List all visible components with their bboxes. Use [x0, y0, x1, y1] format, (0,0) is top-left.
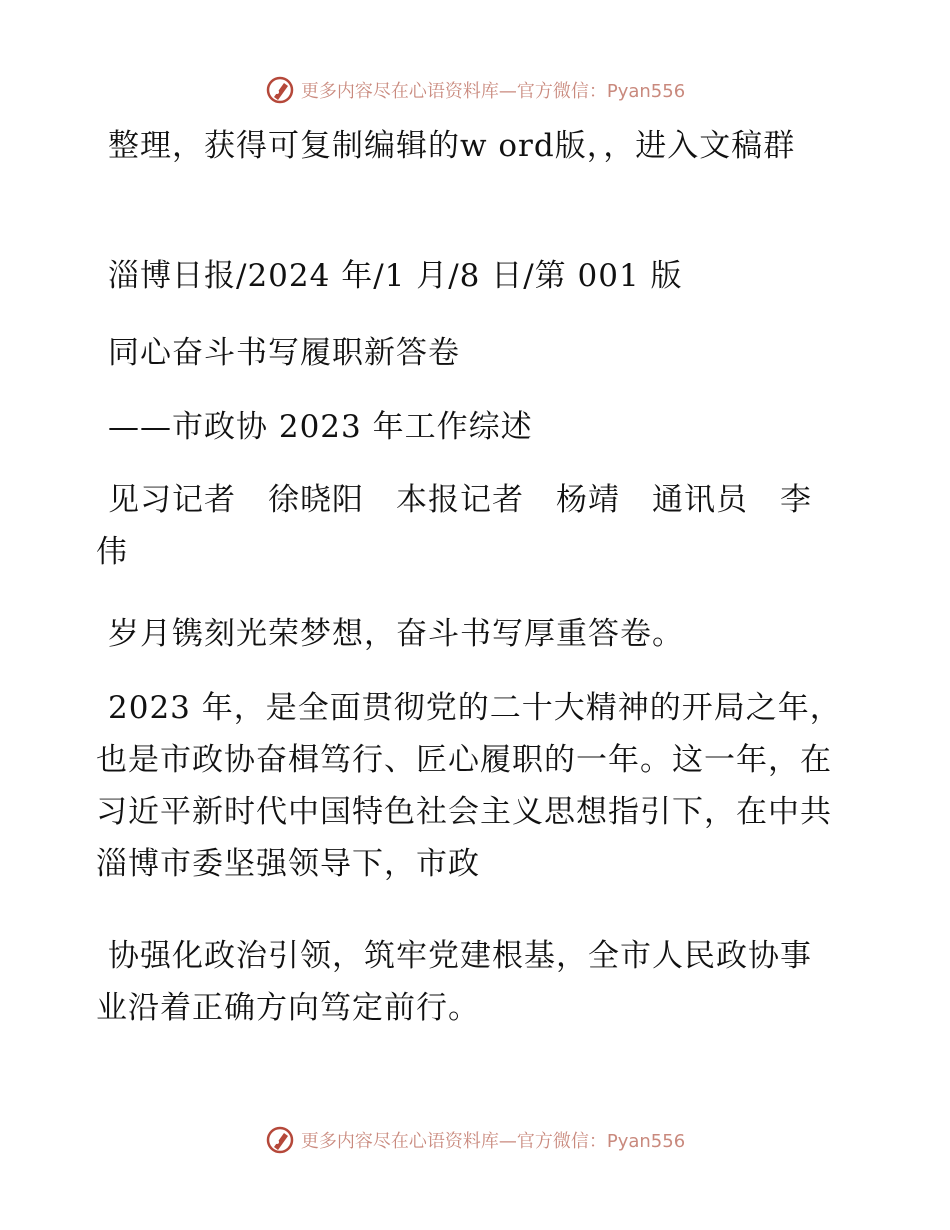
pen-nib-logo-icon [265, 1125, 295, 1155]
note-line: 整理，获得可复制编辑的w ord版，，进入文稿群 [108, 128, 796, 164]
source-line: 淄博日报/2024 年/1 月/8 日/第 001 版 [108, 258, 683, 294]
header-watermark [0, 70, 950, 110]
paragraph-3: 协强化政治引领，筑牢党建根基，全市人民政协事业沿着正确方向笃定前行。 [96, 938, 812, 1026]
pen-nib-logo-icon [265, 75, 295, 105]
article-title: 同心奋斗书写履职新答卷 [108, 335, 460, 371]
footer-watermark [0, 1120, 950, 1160]
paragraph-1: 岁月镌刻光荣梦想，奋斗书写厚重答卷。 [108, 616, 684, 652]
watermark-text: 更多内容尽在心语资料库—官方微信：Pyan556 [300, 81, 686, 102]
article-subtitle: ——市政协 2023 年工作综述 [108, 409, 533, 445]
paragraph-2: 2023 年，是全面贯彻党的二十大精神的开局之年，也是市政协奋楫笃行、匠心履职的一年。这一年，在习近平新时代中国特色社会主义思想指引下，在中共淄博市委坚强领导下，市政 [96, 690, 842, 882]
byline: 见习记者 徐晓阳 本报记者 杨靖 通讯员 李伟 [96, 482, 812, 570]
watermark-text: 更多内容尽在心语资料库—官方微信：Pyan556 [300, 1131, 686, 1152]
